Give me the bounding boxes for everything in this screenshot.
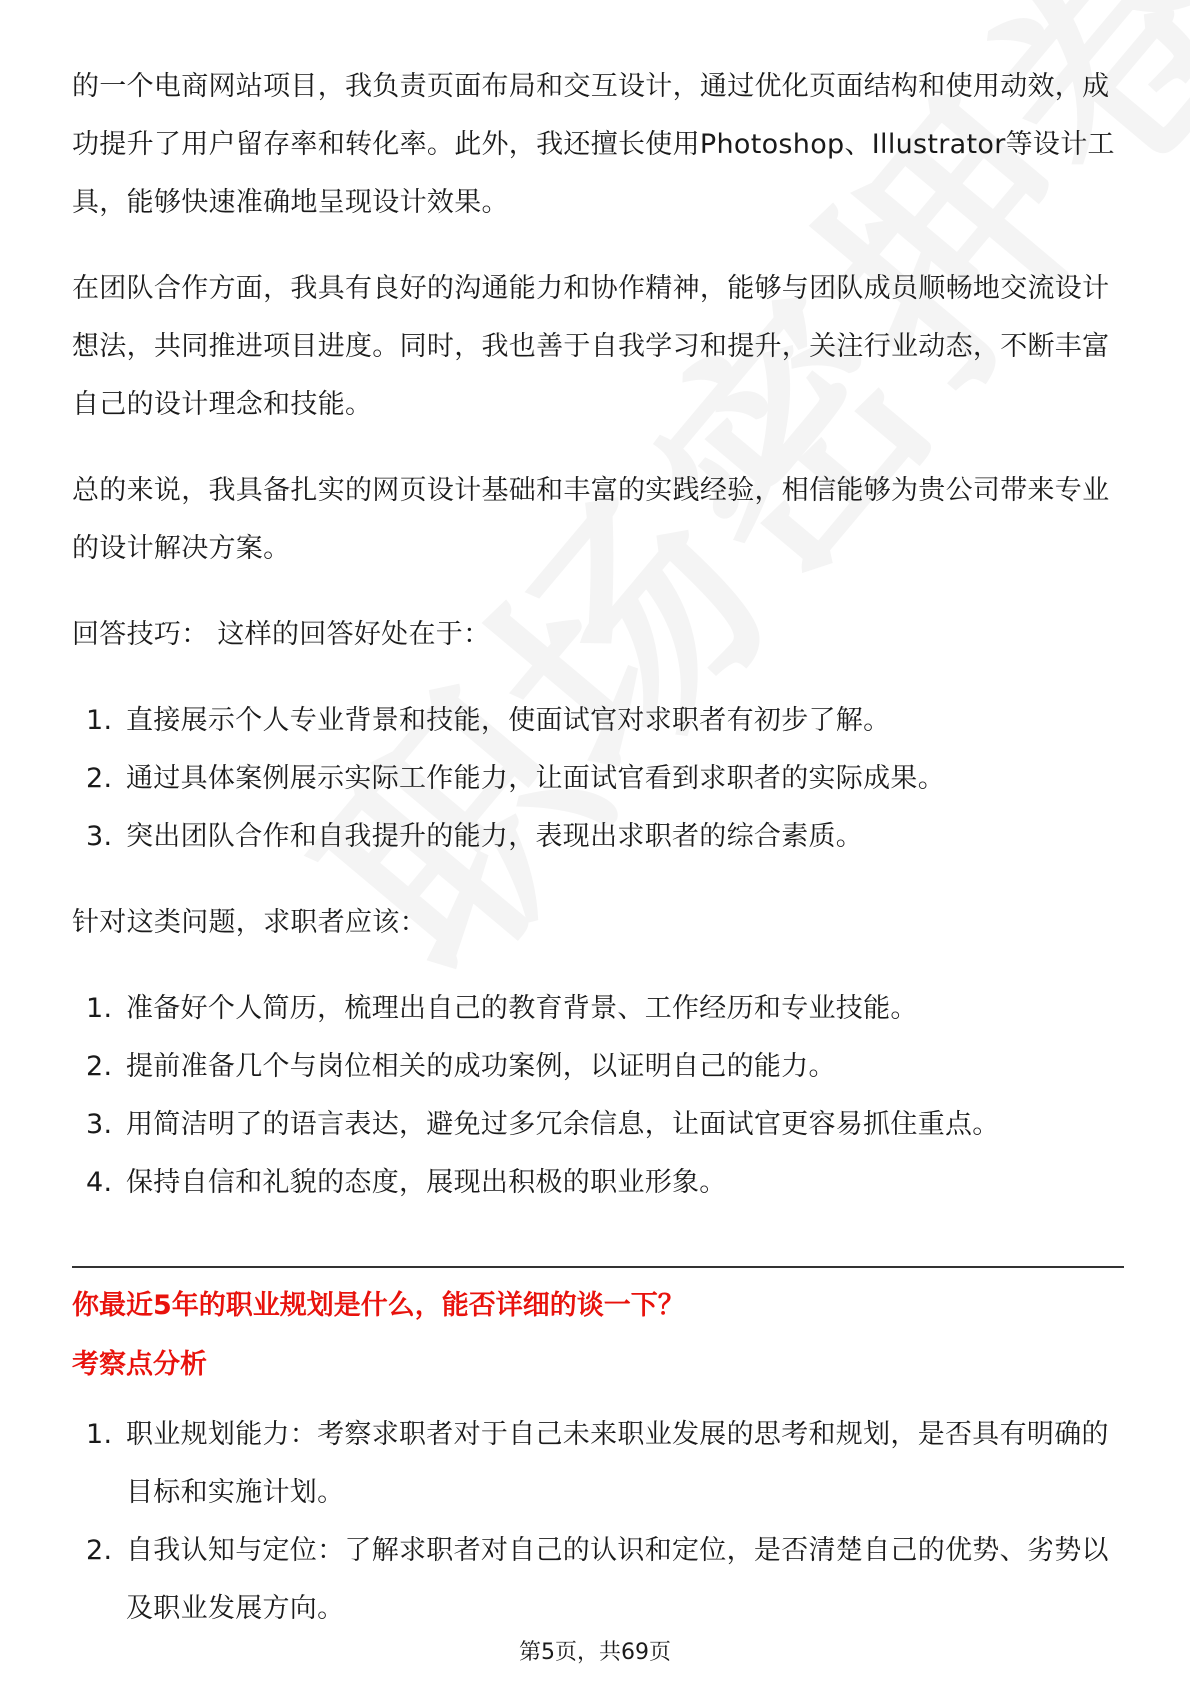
analysis-list: [72, 1406, 1124, 1638]
list-item: 1. 准备好个人简历，梳理出自己的教育背景、工作经历和专业技能。: [86, 993, 918, 1024]
tips-heading: 回答技巧： 这样的回答好处在于：: [72, 619, 491, 650]
paragraph-intro: 的一个电商网站项目，我负责页面布局和交互设计，通过优化页面结构和使用动效，成功提升了用户留存率和转化率。此外，我还擅长使用Photoshop、Illustrator等设计工具，能够快速准确地呈现设计效果。: [72, 71, 1115, 218]
body-content: [72, 58, 1124, 1212]
list-item: 1. 直接展示个人专业背景和技能，使面试官对求职者有初步了解。: [86, 705, 891, 736]
page-footer: 第5页，共69页: [519, 1640, 671, 1665]
list-item: 2. 自我认知与定位：了解求职者对自己的认识和定位，是否清楚自己的优势、劣势以及职业发展方向。: [86, 1535, 1109, 1624]
analysis-title: 考察点分析: [72, 1349, 207, 1380]
list-item: 3. 突出团队合作和自我提升的能力，表现出求职者的综合素质。: [86, 821, 864, 852]
list-item: 4. 保持自信和礼貌的态度，展现出积极的职业形象。: [86, 1167, 727, 1198]
tips-list: [72, 692, 1124, 866]
list-item: 2. 通过具体案例展示实际工作能力，让面试官看到求职者的实际成果。: [86, 763, 945, 794]
interview-question: 你最近5年的职业规划是什么，能否详细的谈一下？: [72, 1290, 685, 1321]
list-item: 2. 提前准备几个与岗位相关的成功案例，以证明自己的能力。: [86, 1051, 836, 1082]
list-item: 3. 用简洁明了的语言表达，避免过多冗余信息，让面试官更容易抓住重点。: [86, 1109, 1000, 1140]
paragraph-teamwork: 在团队合作方面，我具有良好的沟通能力和协作精神，能够与团队成员顺畅地交流设计想法，共同推进项目进度。同时，我也善于自我学习和提升，关注行业动态，不断丰富自己的设计理念和技能。: [72, 273, 1110, 420]
advice-heading: 针对这类问题，求职者应该：: [72, 907, 427, 938]
advice-list: [72, 980, 1124, 1212]
section-divider: [72, 1266, 1124, 1268]
analysis-content: [72, 1406, 1124, 1638]
list-item: 1. 职业规划能力：考察求职者对于自己未来职业发展的思考和规划，是否具有明确的目标和实施计划。: [86, 1419, 1109, 1508]
paragraph-summary: 总的来说，我具备扎实的网页设计基础和丰富的实践经验，相信能够为贵公司带来专业的设计解决方案。: [72, 475, 1110, 564]
